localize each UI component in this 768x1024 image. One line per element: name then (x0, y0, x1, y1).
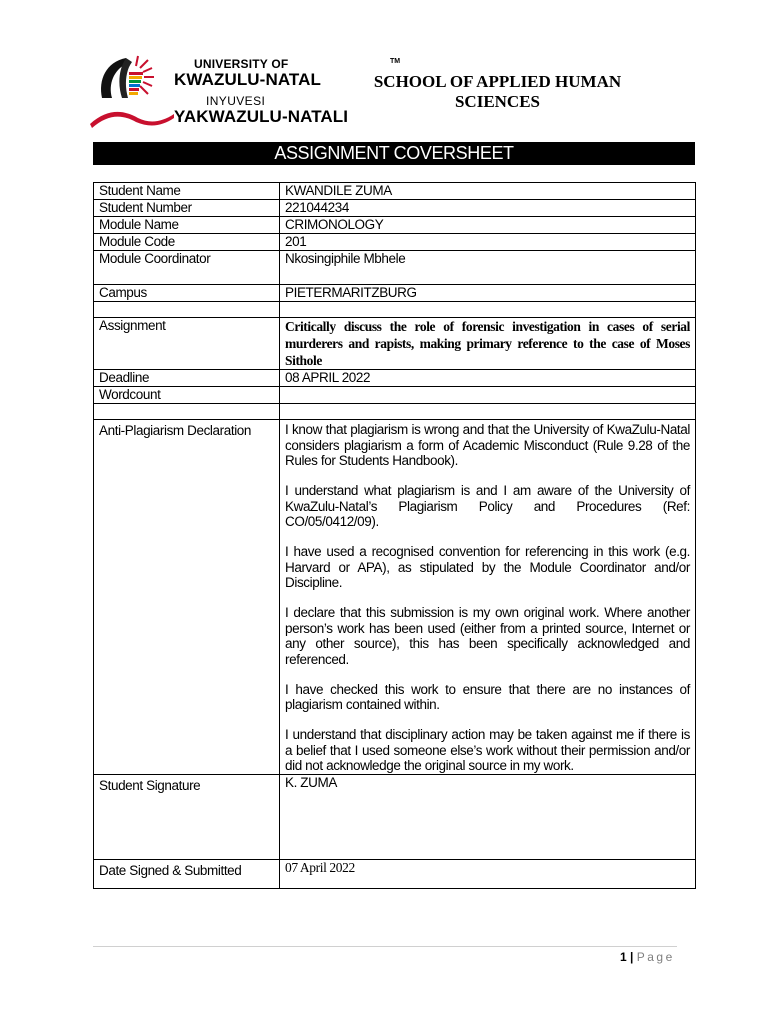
logo-line-kwazulu-natal: KWAZULU-NATAL (174, 70, 322, 89)
row-student-number (94, 200, 696, 217)
spacer-cell (280, 302, 696, 318)
page-number: 1 (620, 950, 627, 964)
spacer-row (94, 404, 696, 420)
declaration-paragraph: I understand that disciplinary action may be taken against me if there is a belief that I used someone else’s work without their permission and/or did not acknowledge the original source in my work. (285, 727, 690, 773)
value-wordcount (280, 387, 696, 404)
declaration-text (280, 420, 696, 775)
declaration-paragraph: I understand what plagiarism is and I am aware of the University of KwaZulu-Natal’s Plagiarism Policy and Procedures (Ref: CO/05/0412/09). (285, 483, 690, 529)
label-date-signed: Date Signed & Submitted (94, 859, 280, 888)
value-student-number: 221044234 (280, 200, 696, 217)
logo-emblem-icon (88, 52, 176, 132)
value-signature: K. ZUMA (280, 774, 696, 859)
label-student-name: Student Name (94, 183, 280, 200)
value-campus: PIETERMARITZBURG (280, 285, 696, 302)
label-signature: Student Signature (94, 774, 280, 859)
row-student-name (94, 183, 696, 200)
label-declaration: Anti-Plagiarism Declaration (94, 420, 280, 775)
value-module-coordinator: Nkosingiphile Mbhele (280, 251, 696, 285)
row-wordcount (94, 387, 696, 404)
label-assignment: Assignment (94, 318, 280, 370)
spacer-row (94, 302, 696, 318)
declaration-paragraph: I have used a recognised convention for referencing in this work (e.g. Harvard or APA), as stipulated by the Module Coordinator and/or Discipline. (285, 544, 690, 590)
label-campus: Campus (94, 285, 280, 302)
school-name-line1: SCHOOL OF APPLIED HUMAN (373, 72, 622, 91)
label-wordcount: Wordcount (94, 387, 280, 404)
row-declaration (94, 420, 696, 775)
coversheet-title: ASSIGNMENT COVERSHEET (274, 143, 514, 163)
row-module-code (94, 234, 696, 251)
school-name (340, 72, 655, 112)
spacer-cell (94, 404, 280, 420)
value-deadline: 08 APRIL 2022 (280, 370, 696, 387)
value-module-code: 201 (280, 234, 696, 251)
page-footer (620, 950, 675, 964)
school-name-line2: SCIENCES (454, 92, 541, 111)
label-module-code: Module Code (94, 234, 280, 251)
trademark-mark: TM (390, 58, 401, 65)
page-label: Page (636, 950, 675, 964)
footer-divider (93, 946, 677, 947)
row-module-name (94, 217, 696, 234)
coversheet-form (93, 182, 696, 889)
row-assignment (94, 318, 696, 370)
value-module-name: CRIMONOLOGY (280, 217, 696, 234)
value-student-name: KWANDILE ZUMA (280, 183, 696, 200)
spacer-cell (280, 404, 696, 420)
university-logo (88, 52, 401, 132)
row-module-coordinator (94, 251, 696, 285)
value-date-signed: 07 April 2022 (280, 859, 696, 888)
logo-line-inyuvesi: INYUVESI (206, 94, 266, 108)
row-signature (94, 774, 696, 859)
row-date-signed (94, 859, 696, 888)
declaration-paragraph: I know that plagiarism is wrong and that the University of KwaZulu-Natal considers plagiarism a form of Academic Misconduct (Rule 9.28 of the Rules for Students Handbook). (285, 422, 690, 468)
coversheet-title-banner (93, 142, 695, 165)
row-campus (94, 285, 696, 302)
label-deadline: Deadline (94, 370, 280, 387)
declaration-paragraph: I declare that this submission is my own original work. Where another person’s work has been used (either from a printed source, Internet or any other source), this has been specifically acknowledged and referenced. (285, 605, 690, 667)
page-separator: | (630, 950, 634, 964)
declaration-paragraph: I have checked this work to ensure that there are no instances of plagiarism contained within. (285, 681, 690, 712)
spacer-cell (94, 302, 280, 318)
label-student-number: Student Number (94, 200, 280, 217)
row-deadline (94, 370, 696, 387)
label-module-name: Module Name (94, 217, 280, 234)
value-assignment: Critically discuss the role of forensic investigation in cases of serial murderers and rapists, making primary reference to the case of Moses Sithole (280, 318, 696, 370)
label-module-coordinator: Module Coordinator (94, 251, 280, 285)
logo-line-yakwazulu-natali: YAKWAZULU-NATALI (174, 107, 349, 126)
logo-line-university-of: UNIVERSITY OF (194, 57, 289, 71)
